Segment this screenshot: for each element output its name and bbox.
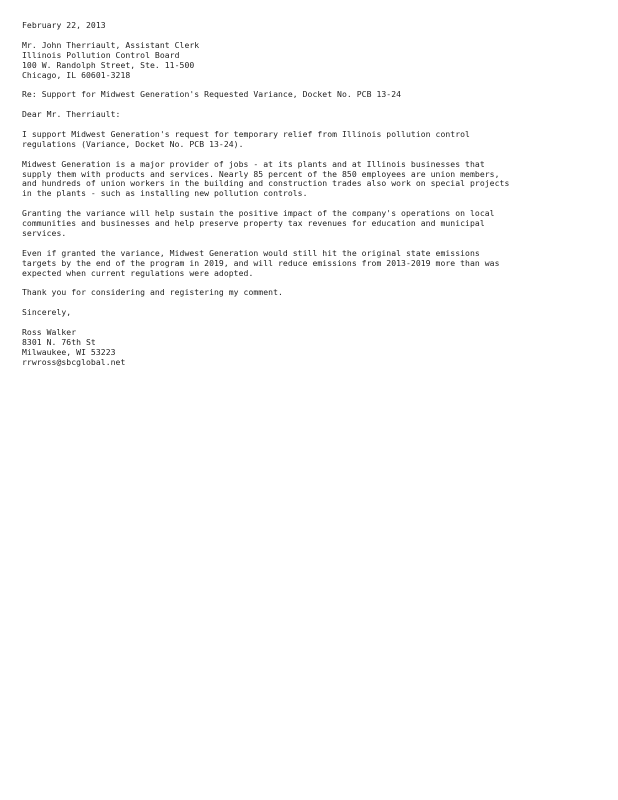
salutation: Dear Mr. Therriault: — [22, 109, 121, 120]
paragraph-line: Granting the variance will help sustain the positive impact of the company's operations on local — [22, 208, 495, 219]
paragraph-line: services. — [22, 227, 67, 238]
paragraph-line: expected when current regulations were adopted. — [22, 267, 254, 278]
signature-street: 8301 N. 76th St — [22, 336, 96, 347]
body-paragraph — [22, 130, 612, 150]
paragraph-line: in the plants - such as installing new pollution controls. — [22, 188, 308, 199]
paragraph-line: and hundreds of union workers in the building and construction trades also work on special projects — [22, 178, 510, 189]
paragraph-line: Midwest Generation is a major provider of jobs - at its plants and at Illinois businesses that — [22, 158, 485, 169]
body-paragraph — [22, 209, 612, 239]
signature-city: Milwaukee, WI 53223 — [22, 346, 116, 357]
paragraph-line: Even if granted the variance, Midwest Generation would still hit the original state emissions — [22, 247, 480, 258]
letter-date: February 22, 2013 — [22, 20, 106, 30]
paragraph-line: supply them with products and services. Nearly 85 percent of the 850 employees are union members, — [22, 168, 500, 179]
letter-page — [22, 21, 612, 368]
paragraph-line: Thank you for considering and registering my comment. — [22, 287, 283, 298]
recipient-city: Chicago, IL 60601-3218 — [22, 69, 131, 80]
signature-block — [22, 328, 612, 368]
paragraph-line: communities and businesses and help preserve property tax revenues for education and municipal — [22, 218, 485, 229]
recipient-street: 100 W. Randolph Street, Ste. 11-500 — [22, 59, 195, 70]
recipient-organization: Illinois Pollution Control Board — [22, 49, 180, 60]
paragraph-line: targets by the end of the program in 2019, and will reduce emissions from 2013-2019 more than was — [22, 257, 500, 268]
subject-line: Re: Support for Midwest Generation's Requested Variance, Docket No. PCB 13-24 — [22, 89, 402, 100]
body-paragraph — [22, 160, 612, 200]
body-paragraph — [22, 249, 612, 279]
signature-email: rrwross@sbcglobal.net — [22, 356, 126, 367]
signature-name: Ross Walker — [22, 326, 77, 337]
spacer — [22, 318, 612, 328]
paragraph-line: I support Midwest Generation's request for temporary relief from Illinois pollution control — [22, 128, 470, 139]
body-paragraph — [22, 288, 612, 298]
recipient-address — [22, 41, 612, 81]
closing: Sincerely, — [22, 307, 72, 318]
recipient-name: Mr. John Therriault, Assistant Clerk — [22, 39, 200, 50]
paragraph-line: regulations (Variance, Docket No. PCB 13-24). — [22, 138, 244, 149]
spacer — [22, 298, 612, 308]
